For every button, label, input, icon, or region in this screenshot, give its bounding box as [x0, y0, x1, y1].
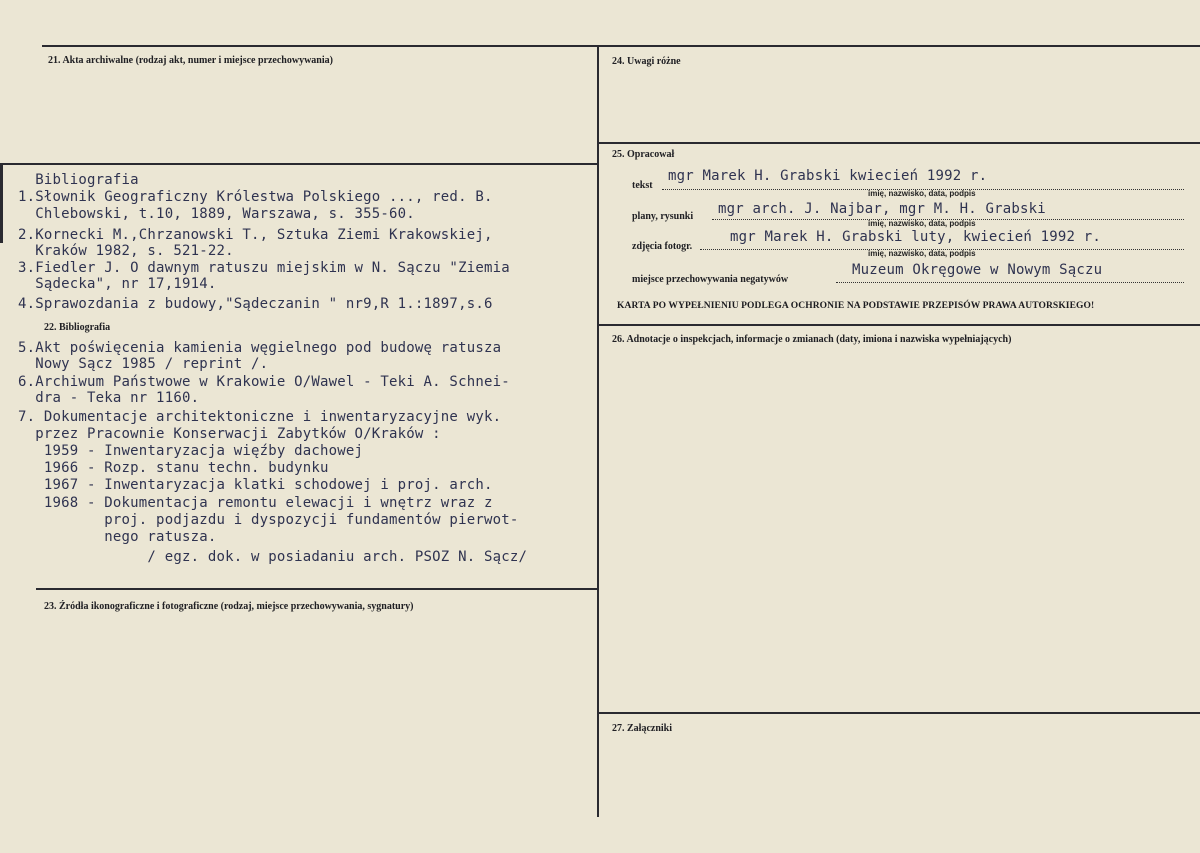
plany-caption: imię, nazwisko, data, podpis	[868, 219, 976, 228]
left-short-line	[0, 163, 3, 243]
zdjecia-value: mgr Marek H. Grabski luty, kwiecień 1992 r.	[730, 229, 1102, 245]
negatywy-label: miejsce przechowywania negatywów	[632, 274, 789, 285]
section-25-label: 25. Opracował	[612, 149, 675, 160]
bibliography-line-20: nego ratusza.	[18, 529, 217, 545]
plany-value: mgr arch. J. Najbar, mgr M. H. Grabski	[718, 201, 1046, 217]
bibliography-line-16: 1966 - Rozp. stanu techn. budynku	[18, 460, 329, 476]
section-23-label: 23. Źródła ikonograficzne i fotograficzne (rodzaj, miejsce przechowywania, sygnatury)	[44, 601, 414, 612]
bibliography-line-6: 3.Fiedler J. O dawnym ratuszu miejskim w N. Sączu "Ziemia	[18, 260, 510, 276]
bibliography-line-9: 5.Akt poświęcenia kamienia węgielnego pod budowę ratusza	[18, 340, 502, 356]
bibliography-line-8: 4.Sprawozdania z budowy,"Sądeczanin " nr9,R 1.:1897,s.6	[18, 296, 493, 312]
bibliography-line-17: 1967 - Inwentaryzacja klatki schodowej i proj. arch.	[18, 477, 493, 493]
divider-24-25-line	[598, 142, 1200, 144]
center-divider-line	[597, 45, 599, 817]
bibliography-line-5: Kraków 1982, s. 521-22.	[18, 243, 234, 259]
bibliography-line-13: 7. Dokumentacje architektoniczne i inwentaryzacyjne wyk.	[18, 409, 502, 425]
bibliography-line-4: 2.Kornecki M.,Chrzanowski T., Sztuka Ziemi Krakowskiej,	[18, 227, 493, 243]
divider-25-26-line	[598, 324, 1200, 326]
copyright-notice: KARTA PO WYPEŁNIENIU PODLEGA OCHRONIE NA PODSTAWIE PRZEPISÓW PRAWA AUTORSKIEGO!	[617, 301, 1095, 311]
bibliography-line-7: Sądecka", nr 17,1914.	[18, 276, 217, 292]
tekst-value: mgr Marek H. Grabski kwiecień 1992 r.	[668, 168, 988, 184]
bibliography-line-14: przez Pracownie Konserwacji Zabytków O/Kraków :	[18, 426, 441, 442]
section-27-label: 27. Załączniki	[612, 723, 673, 734]
bibliography-line-1: Bibliografia	[18, 172, 139, 188]
negatywy-dotted-line	[836, 282, 1184, 283]
bibliography-line-21: / egz. dok. w posiadaniu arch. PSOZ N. Sącz/	[18, 549, 528, 565]
bibliography-line-18: 1968 - Dokumentacja remontu elewacji i wnętrz wraz z	[18, 495, 493, 511]
bibliography-line-12: dra - Teka nr 1160.	[18, 390, 200, 406]
section-21-label: 21. Akta archiwalne (rodzaj akt, numer i miejsce przechowywania)	[48, 55, 333, 66]
plany-label: plany, rysunki	[632, 211, 694, 222]
divider-21-22-line	[0, 163, 598, 165]
divider-26-27-line	[598, 712, 1200, 714]
section-22-label: 22. Bibliografia	[44, 322, 111, 333]
tekst-caption: imię, nazwisko, data, podpis	[868, 189, 976, 198]
bibliography-line-15: 1959 - Inwentaryzacja więźby dachowej	[18, 443, 364, 459]
zdjecia-caption: imię, nazwisko, data, podpis	[868, 249, 976, 258]
divider-22-23-line	[36, 588, 598, 590]
tekst-label: tekst	[632, 180, 653, 191]
bibliography-line-10: Nowy Sącz 1985 / reprint /.	[18, 356, 269, 372]
bibliography-line-11: 6.Archiwum Państwowe w Krakowie O/Wawel - Teki A. Schnei-	[18, 374, 510, 390]
negatywy-value: Muzeum Okręgowe w Nowym Sączu	[852, 262, 1103, 278]
section-26-label: 26. Adnotacje o inspekcjach, informacje o zmianach (daty, imiona i nazwiska wypełniających)	[612, 334, 1012, 345]
top-border-line	[42, 45, 1200, 47]
section-24-label: 24. Uwagi różne	[612, 56, 681, 67]
bibliography-line-19: proj. podjazdu i dyspozycji fundamentów pierwot-	[18, 512, 519, 528]
zdjecia-label: zdjęcia fotogr.	[632, 241, 693, 252]
bibliography-line-2: 1.Słownik Geograficzny Królestwa Polskiego ..., red. B.	[18, 189, 493, 205]
bibliography-line-3: Chlebowski, t.10, 1889, Warszawa, s. 355-60.	[18, 206, 415, 222]
